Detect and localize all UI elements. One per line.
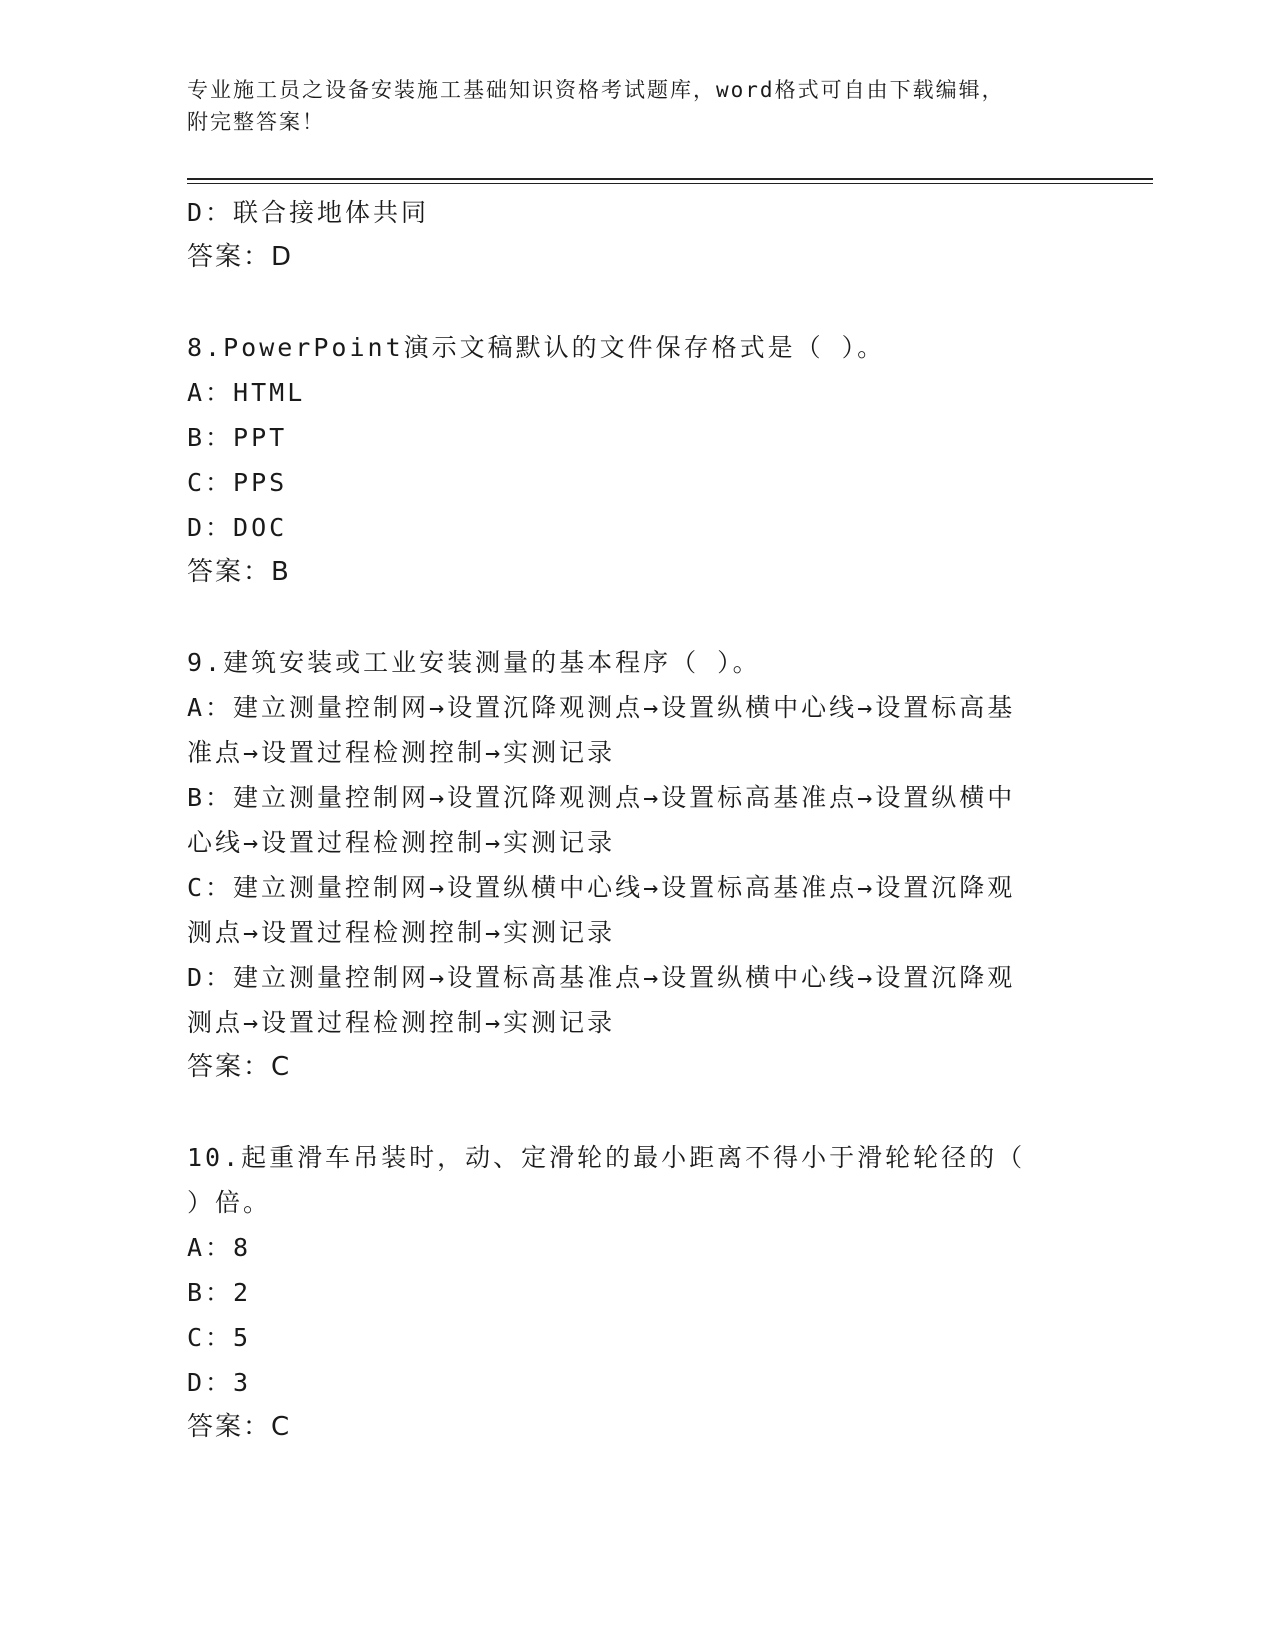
option-d: D：联合接地体共同 (187, 198, 430, 227)
document-header (187, 74, 1067, 138)
option-d: D：3 (187, 1368, 252, 1397)
question-stem-line-2: ）倍。 (187, 1188, 272, 1217)
header-line-1: 专业施工员之设备安装施工基础知识资格考试题库，word格式可自由下载编辑， (187, 78, 1005, 102)
question-10 (187, 1135, 1087, 1450)
spacer (187, 595, 1087, 640)
option-c-line-1: C：建立测量控制网→设置纵横中心线→设置标高基准点→设置沉降观 (187, 873, 1016, 902)
option-a: A：HTML (187, 378, 306, 407)
option-b-line-2: 心线→设置过程检测控制→实测记录 (187, 828, 616, 857)
header-line-2: 附完整答案！ (187, 110, 325, 134)
question-list (187, 190, 1087, 1450)
answer: 答案：D (187, 242, 294, 272)
question-8 (187, 325, 1087, 595)
spacer (187, 280, 1087, 325)
header-rule-thin (187, 183, 1153, 184)
option-c: C：5 (187, 1323, 252, 1352)
option-b: B：2 (187, 1278, 252, 1307)
option-a-line-2: 准点→设置过程检测控制→实测记录 (187, 738, 616, 767)
option-d-line-2: 测点→设置过程检测控制→实测记录 (187, 1008, 616, 1037)
option-b: B：PPT (187, 423, 288, 452)
question-9 (187, 640, 1087, 1090)
option-d: D：DOC (187, 513, 288, 542)
question-prev (187, 190, 1087, 280)
question-stem-line-1: 10.起重滑车吊装时，动、定滑轮的最小距离不得小于滑轮轮径的（ (187, 1143, 1026, 1172)
answer: 答案：C (187, 1412, 292, 1442)
answer: 答案：B (187, 557, 291, 587)
question-stem: 9.建筑安装或工业安装测量的基本程序（ ）。 (187, 648, 761, 677)
question-stem: 8.PowerPoint演示文稿默认的文件保存格式是（ ）。 (187, 333, 886, 362)
option-c: C：PPS (187, 468, 288, 497)
option-c-line-2: 测点→设置过程检测控制→实测记录 (187, 918, 616, 947)
answer: 答案：C (187, 1052, 292, 1082)
spacer (187, 1090, 1087, 1135)
option-a: A：8 (187, 1233, 252, 1262)
option-b-line-1: B：建立测量控制网→设置沉降观测点→设置标高基准点→设置纵横中 (187, 783, 1016, 812)
option-a-line-1: A：建立测量控制网→设置沉降观测点→设置纵横中心线→设置标高基 (187, 693, 1016, 722)
option-d-line-1: D：建立测量控制网→设置标高基准点→设置纵横中心线→设置沉降观 (187, 963, 1016, 992)
header-rule-thick (187, 178, 1153, 180)
